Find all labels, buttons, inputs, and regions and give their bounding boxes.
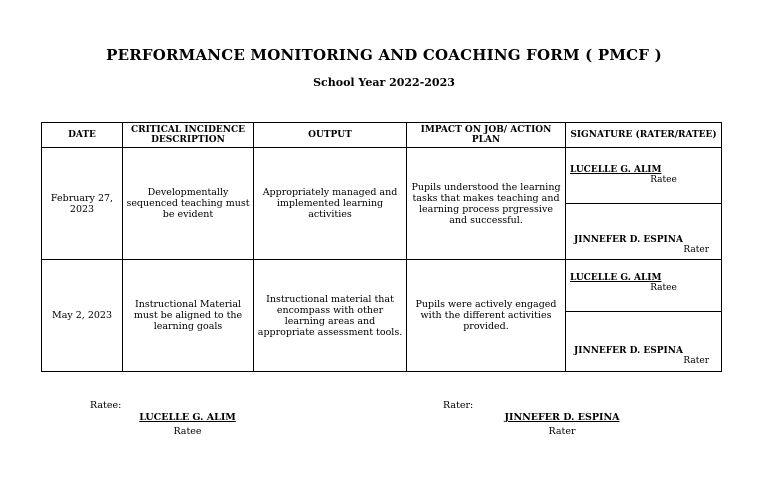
footer-ratee-label: Ratee:	[90, 400, 122, 411]
table-header-row	[42, 123, 722, 148]
column-header-impact: IMPACT ON JOB/ ACTION PLAN	[407, 123, 566, 148]
cell-description: Developmentally sequenced teaching must be evident	[123, 148, 254, 260]
cell-ratee-signature	[566, 260, 722, 312]
rater-role: Rater	[683, 356, 709, 366]
column-header-description: CRITICAL INCIDENCE DESCRIPTION	[123, 123, 254, 148]
school-year: School Year 2022-2023	[313, 76, 455, 89]
footer-ratee-name: LUCELLE G. ALIM	[139, 412, 236, 423]
cell-ratee-signature	[566, 148, 722, 204]
ratee-role: Ratee	[650, 175, 677, 185]
form-title: PERFORMANCE MONITORING AND COACHING FORM ( PMCF )	[106, 46, 662, 64]
pmcf-table	[41, 122, 722, 372]
cell-impact: Pupils were actively engaged with the different activities provided.	[407, 260, 566, 372]
cell-output: Appropriately managed and implemented learning activities	[254, 148, 407, 260]
cell-date: May 2, 2023	[42, 260, 123, 372]
column-header-date: DATE	[42, 123, 123, 148]
cell-description: Instructional Material must be aligned to the learning goals	[123, 260, 254, 372]
column-header-signature: SIGNATURE (RATER/RATEE)	[566, 123, 722, 148]
column-header-output: OUTPUT	[254, 123, 407, 148]
table-row	[42, 148, 722, 204]
footer-rater-name: JINNEFER D. ESPINA	[504, 412, 620, 423]
rater-name: JINNEFER D. ESPINA	[574, 346, 683, 356]
ratee-name: LUCELLE G. ALIM	[570, 165, 662, 175]
cell-output: Instructional material that encompass with other learning areas and appropriate assessment tools.	[254, 260, 407, 372]
rater-role: Rater	[683, 245, 709, 255]
footer-rater-label: Rater:	[443, 400, 474, 411]
cell-rater-signature	[566, 204, 722, 260]
footer-ratee-role: Ratee	[173, 426, 202, 437]
ratee-name: LUCELLE G. ALIM	[570, 273, 662, 283]
ratee-role: Ratee	[650, 283, 677, 293]
cell-date: February 27, 2023	[42, 148, 123, 260]
rater-name: JINNEFER D. ESPINA	[574, 235, 683, 245]
cell-impact: Pupils understood the learning tasks that makes teaching and learning process prgressive and successful.	[407, 148, 566, 260]
footer-rater-role: Rater	[548, 426, 576, 437]
table-row	[42, 260, 722, 312]
cell-rater-signature	[566, 312, 722, 372]
